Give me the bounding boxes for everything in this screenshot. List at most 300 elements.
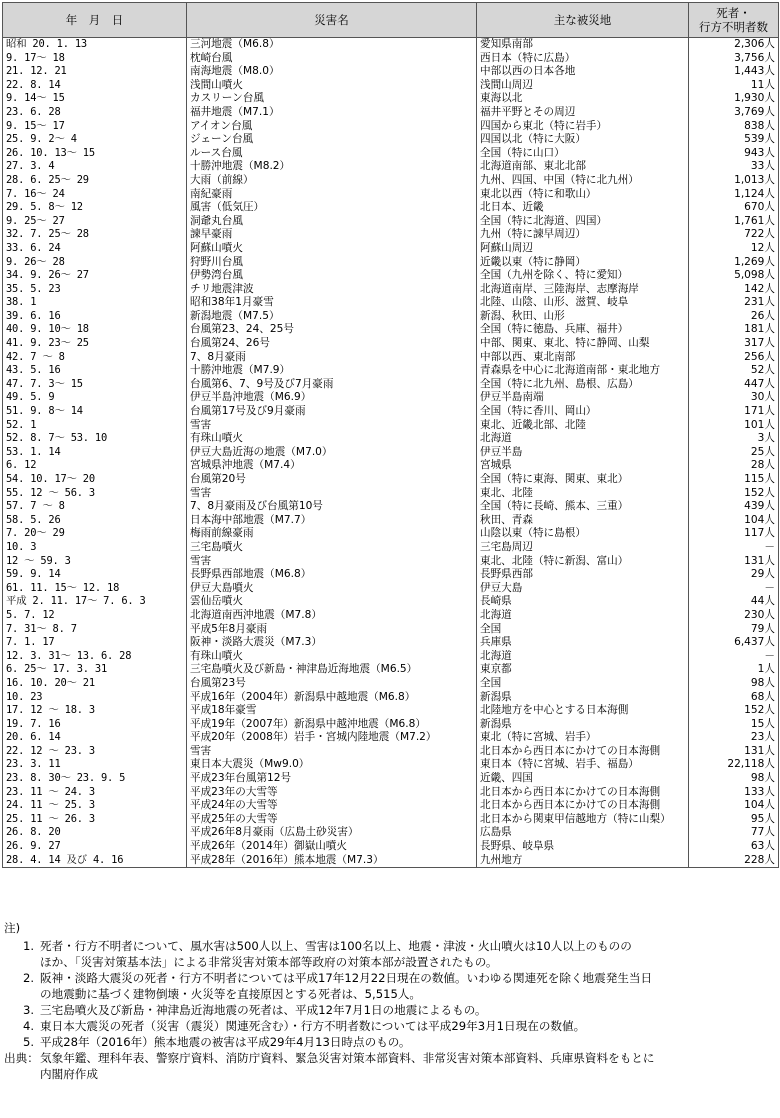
cell-casualties: 6,437人 (689, 636, 779, 650)
cell-disaster-name: 台風第17号及び9月豪雨 (187, 405, 477, 419)
cell-disaster-name: 雪害 (187, 555, 477, 569)
cell-disaster-name: 諫早豪雨 (187, 228, 477, 242)
source-label: 出典： (4, 1051, 39, 1065)
cell-date: 平成 2. 11. 17～ 7. 6. 3 (3, 595, 187, 609)
cell-disaster-name: 阪神・淡路大震災（M7.3） (187, 636, 477, 650)
table-row (3, 677, 779, 691)
cell-date: 57. 7 ～ 8 (3, 500, 187, 514)
note-number: 1. (22, 939, 34, 953)
cell-disaster-name: 伊豆半島沖地震（M6.9） (187, 391, 477, 405)
cell-affected-area: 宮城県 (477, 459, 689, 473)
table-row (3, 242, 779, 256)
cell-disaster-name: 新潟地震（M7.5） (187, 310, 477, 324)
cell-casualties: 33人 (689, 160, 779, 174)
cell-casualties: 131人 (689, 555, 779, 569)
cell-casualties: 101人 (689, 419, 779, 433)
cell-casualties: 44人 (689, 595, 779, 609)
cell-disaster-name: アイオン台風 (187, 120, 477, 134)
cell-affected-area: 青森県を中心に北海道南部・東北地方 (477, 364, 689, 378)
cell-date: 28. 6. 25～ 29 (3, 174, 187, 188)
table-row (3, 133, 779, 147)
table-row (3, 160, 779, 174)
table-row (3, 758, 779, 772)
cell-date: 32. 7. 25～ 28 (3, 228, 187, 242)
cell-disaster-name: 風害（低気圧） (187, 201, 477, 215)
cell-casualties: 231人 (689, 296, 779, 310)
cell-disaster-name: 台風第6、7、9号及び7月豪雨 (187, 378, 477, 392)
table-row (3, 432, 779, 446)
table-row (3, 120, 779, 134)
cell-date: 26. 9. 27 (3, 840, 187, 854)
cell-casualties: 1,761人 (689, 215, 779, 229)
cell-casualties: 1,443人 (689, 65, 779, 79)
cell-affected-area: 阿蘇山周辺 (477, 242, 689, 256)
cell-date: 20. 6. 14 (3, 731, 187, 745)
cell-disaster-name: 平成20年（2008年）岩手・宮城内陸地震（M7.2） (187, 731, 477, 745)
cell-casualties: 30人 (689, 391, 779, 405)
cell-affected-area: 長野県、岐阜県 (477, 840, 689, 854)
cell-casualties: 2,306人 (689, 38, 779, 52)
cell-disaster-name: 平成19年（2007年）新潟県中越沖地震（M6.8） (187, 718, 477, 732)
note-item (4, 970, 776, 1002)
cell-casualties: 722人 (689, 228, 779, 242)
table-row (3, 310, 779, 324)
cell-disaster-name: 7、8月豪雨 (187, 351, 477, 365)
table-row (3, 772, 779, 786)
cell-affected-area: 長野県西部 (477, 568, 689, 582)
cell-casualties: 228人 (689, 854, 779, 868)
cell-disaster-name: 平成25年の大雪等 (187, 813, 477, 827)
cell-casualties: 63人 (689, 840, 779, 854)
cell-affected-area: 近畿以東（特に静岡） (477, 256, 689, 270)
cell-disaster-name: 宮城県沖地震（M7.4） (187, 459, 477, 473)
table-row (3, 296, 779, 310)
cell-casualties: 1,269人 (689, 256, 779, 270)
table-row (3, 650, 779, 664)
table-row (3, 799, 779, 813)
cell-affected-area: 北日本から西日本にかけての日本海側 (477, 745, 689, 759)
note-number: 2. (22, 971, 34, 985)
table-row (3, 446, 779, 460)
table-row (3, 704, 779, 718)
cell-disaster-name: 雪害 (187, 419, 477, 433)
table-row (3, 718, 779, 732)
header-row (3, 3, 779, 38)
cell-casualties: 23人 (689, 731, 779, 745)
cell-affected-area: 伊豆大島 (477, 582, 689, 596)
cell-casualties: 152人 (689, 704, 779, 718)
table-row (3, 826, 779, 840)
header-disaster-name: 災害名 (187, 3, 477, 38)
cell-affected-area: 東日本（特に宮城、岩手、福島） (477, 758, 689, 772)
cell-casualties: － (689, 582, 779, 596)
cell-date: 10. 23 (3, 691, 187, 705)
cell-date: 9. 17～ 18 (3, 52, 187, 66)
cell-disaster-name: ジェーン台風 (187, 133, 477, 147)
cell-date: 58. 5. 26 (3, 514, 187, 528)
cell-disaster-name: 台風第23号 (187, 677, 477, 691)
cell-affected-area: 中部、関東、東北、特に静岡、山梨 (477, 337, 689, 351)
note-text: 平成28年（2016年）熊本地震の被害は平成29年4月13日時点のもの。 (40, 1035, 411, 1049)
cell-casualties: 29人 (689, 568, 779, 582)
cell-date: 22. 12 ～ 23. 3 (3, 745, 187, 759)
cell-affected-area: 伊豆半島 (477, 446, 689, 460)
cell-date: 34. 9. 26～ 27 (3, 269, 187, 283)
cell-casualties: 3,769人 (689, 106, 779, 120)
cell-disaster-name: 浅間山噴火 (187, 79, 477, 93)
cell-casualties: 943人 (689, 147, 779, 161)
cell-casualties: 3人 (689, 432, 779, 446)
table-row (3, 541, 779, 555)
cell-disaster-name: 三河地震（M6.8） (187, 38, 477, 52)
cell-disaster-name: 平成18年豪雪 (187, 704, 477, 718)
table-row (3, 636, 779, 650)
cell-affected-area: 全国（特に東海、関東、東北） (477, 473, 689, 487)
cell-affected-area: 北海道南部、東北北部 (477, 160, 689, 174)
cell-disaster-name: 南紀豪雨 (187, 188, 477, 202)
cell-casualties: 447人 (689, 378, 779, 392)
cell-affected-area: 新潟、秋田、山形 (477, 310, 689, 324)
cell-affected-area: 山陰以東（特に島根） (477, 527, 689, 541)
cell-disaster-name: 有珠山噴火 (187, 650, 477, 664)
cell-affected-area: 北日本から西日本にかけての日本海側 (477, 786, 689, 800)
table-row (3, 500, 779, 514)
cell-affected-area: 西日本（特に広島） (477, 52, 689, 66)
cell-casualties: 52人 (689, 364, 779, 378)
cell-date: 23. 8. 30～ 23. 9. 5 (3, 772, 187, 786)
cell-casualties: 79人 (689, 623, 779, 637)
cell-disaster-name: 東日本大震災（Mw9.0） (187, 758, 477, 772)
cell-affected-area: 東北、北陸（特に新潟、富山） (477, 555, 689, 569)
table-row (3, 337, 779, 351)
table-row (3, 514, 779, 528)
cell-date: 42. 7 ～ 8 (3, 351, 187, 365)
cell-date: 59. 9. 14 (3, 568, 187, 582)
cell-affected-area: 新潟県 (477, 691, 689, 705)
cell-casualties: 230人 (689, 609, 779, 623)
cell-casualties: － (689, 541, 779, 555)
cell-date: 19. 7. 16 (3, 718, 187, 732)
cell-disaster-name: 雲仙岳噴火 (187, 595, 477, 609)
cell-date: 6. 25～ 17. 3. 31 (3, 663, 187, 677)
table-row (3, 65, 779, 79)
table-row (3, 269, 779, 283)
cell-date: 38. 1 (3, 296, 187, 310)
table-row (3, 473, 779, 487)
notes-section (4, 920, 776, 1082)
cell-affected-area: 東北、近畿北部、北陸 (477, 419, 689, 433)
cell-casualties: 142人 (689, 283, 779, 297)
cell-disaster-name: 伊勢湾台風 (187, 269, 477, 283)
table-row (3, 283, 779, 297)
note-item (4, 1034, 776, 1050)
cell-date: 昭和 20. 1. 13 (3, 38, 187, 52)
cell-disaster-name: 平成16年（2004年）新潟県中越地震（M6.8） (187, 691, 477, 705)
table-row (3, 854, 779, 868)
cell-date: 47. 7. 3～ 15 (3, 378, 187, 392)
cell-disaster-name: 平成24年の大雪等 (187, 799, 477, 813)
cell-date: 9. 14～ 15 (3, 92, 187, 106)
cell-casualties: 77人 (689, 826, 779, 840)
cell-affected-area: 東北（特に宮城、岩手） (477, 731, 689, 745)
cell-date: 5. 7. 12 (3, 609, 187, 623)
table-row (3, 609, 779, 623)
cell-affected-area: 九州地方 (477, 854, 689, 868)
cell-date: 7. 1. 17 (3, 636, 187, 650)
cell-disaster-name: 福井地震（M7.1） (187, 106, 477, 120)
table-row (3, 663, 779, 677)
cell-casualties: 439人 (689, 500, 779, 514)
table-row (3, 568, 779, 582)
cell-affected-area: 全国（特に北九州、島根、広島） (477, 378, 689, 392)
cell-date: 22. 8. 14 (3, 79, 187, 93)
cell-date: 17. 12 ～ 18. 3 (3, 704, 187, 718)
cell-affected-area: 長崎県 (477, 595, 689, 609)
cell-date: 12. 3. 31～ 13. 6. 28 (3, 650, 187, 664)
cell-affected-area: 東京都 (477, 663, 689, 677)
cell-casualties: 181人 (689, 323, 779, 337)
cell-date: 61. 11. 15～ 12. 18 (3, 582, 187, 596)
cell-date: 53. 1. 14 (3, 446, 187, 460)
table-row (3, 79, 779, 93)
table-row (3, 147, 779, 161)
cell-date: 26. 10. 13～ 15 (3, 147, 187, 161)
cell-affected-area: 北陸、山陰、山形、滋賀、岐阜 (477, 296, 689, 310)
cell-casualties: 26人 (689, 310, 779, 324)
cell-disaster-name: 日本海中部地震（M7.7） (187, 514, 477, 528)
cell-date: 49. 5. 9 (3, 391, 187, 405)
cell-date: 52. 1 (3, 419, 187, 433)
cell-casualties: 98人 (689, 772, 779, 786)
cell-affected-area: 北海道 (477, 609, 689, 623)
cell-date: 9. 15～ 17 (3, 120, 187, 134)
cell-disaster-name: 枕崎台風 (187, 52, 477, 66)
cell-affected-area: 福井平野とその周辺 (477, 106, 689, 120)
cell-casualties: 1,930人 (689, 92, 779, 106)
cell-date: 7. 20～ 29 (3, 527, 187, 541)
cell-affected-area: 伊豆半島南端 (477, 391, 689, 405)
cell-affected-area: 全国（九州を除く、特に愛知） (477, 269, 689, 283)
table-row (3, 364, 779, 378)
cell-affected-area: 全国（特に香川、岡山） (477, 405, 689, 419)
disaster-table (2, 2, 779, 868)
cell-date: 29. 5. 8～ 12 (3, 201, 187, 215)
cell-affected-area: 東北、北陸 (477, 487, 689, 501)
cell-casualties: 95人 (689, 813, 779, 827)
cell-disaster-name: 阿蘇山噴火 (187, 242, 477, 256)
table-row (3, 459, 779, 473)
cell-casualties: 670人 (689, 201, 779, 215)
cell-casualties: 98人 (689, 677, 779, 691)
cell-affected-area: 四国以北（特に大阪） (477, 133, 689, 147)
cell-casualties: 28人 (689, 459, 779, 473)
cell-casualties: 131人 (689, 745, 779, 759)
cell-date: 10. 3 (3, 541, 187, 555)
cell-date: 39. 6. 16 (3, 310, 187, 324)
cell-casualties: 115人 (689, 473, 779, 487)
cell-disaster-name: 長野県西部地震（M6.8） (187, 568, 477, 582)
header-casualties: 死者・ 行方不明者数 (689, 3, 779, 38)
cell-disaster-name: 7、8月豪雨及び台風第10号 (187, 500, 477, 514)
cell-disaster-name: 三宅島噴火 (187, 541, 477, 555)
table-row (3, 419, 779, 433)
cell-disaster-name: 平成23年台風第12号 (187, 772, 477, 786)
cell-date: 12 ～ 59. 3 (3, 555, 187, 569)
cell-disaster-name: 平成23年の大雪等 (187, 786, 477, 800)
cell-affected-area: 北日本から西日本にかけての日本海側 (477, 799, 689, 813)
table-row (3, 731, 779, 745)
table-row (3, 840, 779, 854)
note-text: 三宅島噴火及び新島・神津島近海地震の死者は、平成12年7月1日の地震によるもの。 (40, 1003, 487, 1017)
cell-affected-area: 全国（特に長崎、熊本、三重） (477, 500, 689, 514)
table-row (3, 215, 779, 229)
cell-disaster-name: 雪害 (187, 745, 477, 759)
cell-affected-area: 北陸地方を中心とする日本海側 (477, 704, 689, 718)
cell-affected-area: 近畿、四国 (477, 772, 689, 786)
header-date: 年 月 日 (3, 3, 187, 38)
cell-date: 43. 5. 16 (3, 364, 187, 378)
cell-disaster-name: 台風第24、26号 (187, 337, 477, 351)
cell-disaster-name: 狩野川台風 (187, 256, 477, 270)
cell-date: 23. 11 ～ 24. 3 (3, 786, 187, 800)
cell-disaster-name: 有珠山噴火 (187, 432, 477, 446)
cell-affected-area: 北海道 (477, 650, 689, 664)
cell-affected-area: 九州（特に諫早周辺） (477, 228, 689, 242)
cell-date: 16. 10. 20～ 21 (3, 677, 187, 691)
cell-date: 51. 9. 8～ 14 (3, 405, 187, 419)
cell-date: 25. 9. 2～ 4 (3, 133, 187, 147)
cell-disaster-name: 梅雨前線豪雨 (187, 527, 477, 541)
cell-date: 9. 26～ 28 (3, 256, 187, 270)
cell-date: 33. 6. 24 (3, 242, 187, 256)
cell-affected-area: 北海道南岸、三陸海岸、志摩海岸 (477, 283, 689, 297)
cell-casualties: 104人 (689, 514, 779, 528)
notes-heading: 注) (4, 921, 21, 935)
cell-affected-area: 東北以西（特に和歌山） (477, 188, 689, 202)
cell-date: 7. 31～ 8. 7 (3, 623, 187, 637)
cell-affected-area: 全国（特に徳島、兵庫、福井） (477, 323, 689, 337)
cell-affected-area: 九州、四国、中国（特に北九州） (477, 174, 689, 188)
cell-affected-area: 浅間山周辺 (477, 79, 689, 93)
cell-casualties: 5,098人 (689, 269, 779, 283)
cell-date: 24. 11 ～ 25. 3 (3, 799, 187, 813)
table-row (3, 323, 779, 337)
cell-date: 40. 9. 10～ 18 (3, 323, 187, 337)
cell-affected-area: 中部以西、東北南部 (477, 351, 689, 365)
cell-date: 25. 11 ～ 26. 3 (3, 813, 187, 827)
cell-disaster-name: 台風第23、24、25号 (187, 323, 477, 337)
table-row (3, 38, 779, 52)
table-row (3, 527, 779, 541)
cell-affected-area: 秋田、青森 (477, 514, 689, 528)
table-row (3, 228, 779, 242)
cell-casualties: 22,118人 (689, 758, 779, 772)
table-body (3, 38, 779, 868)
cell-disaster-name: 三宅島噴火及び新島・神津島近海地震（M6.5） (187, 663, 477, 677)
cell-affected-area: 北海道 (477, 432, 689, 446)
note-number: 4. (22, 1019, 34, 1033)
note-item (4, 938, 776, 970)
notes-list (4, 938, 776, 1050)
cell-disaster-name: 雪害 (187, 487, 477, 501)
cell-affected-area: 北日本、近畿 (477, 201, 689, 215)
cell-disaster-name: 南海地震（M8.0） (187, 65, 477, 79)
cell-disaster-name: 平成26年（2014年）御嶽山噴火 (187, 840, 477, 854)
note-text: 死者・行方不明者について、風水害は500人以上、雪害は100名以上、地震・津波・火山噴火は10人以上のものの ほか、「災害対策基本法」による非常災害対策本部等政府の対策本部が設置されたもの。 (40, 939, 632, 969)
cell-affected-area: 全国（特に山口） (477, 147, 689, 161)
table-row (3, 691, 779, 705)
cell-affected-area: 愛知県南部 (477, 38, 689, 52)
cell-disaster-name: 台風第20号 (187, 473, 477, 487)
cell-disaster-name: 平成5年8月豪雨 (187, 623, 477, 637)
table-row (3, 813, 779, 827)
note-item (4, 1002, 776, 1018)
note-number: 5. (22, 1035, 34, 1049)
cell-date: 23. 3. 11 (3, 758, 187, 772)
cell-affected-area: 新潟県 (477, 718, 689, 732)
table-row (3, 786, 779, 800)
cell-casualties: 11人 (689, 79, 779, 93)
header-affected-area: 主な被災地 (477, 3, 689, 38)
source-line (4, 1050, 776, 1082)
cell-disaster-name: 十勝沖地震（M7.9） (187, 364, 477, 378)
table-row (3, 555, 779, 569)
table-row (3, 52, 779, 66)
cell-date: 52. 8. 7～ 53. 10 (3, 432, 187, 446)
cell-disaster-name: ルース台風 (187, 147, 477, 161)
cell-disaster-name: 昭和38年1月豪雪 (187, 296, 477, 310)
cell-affected-area: 三宅島周辺 (477, 541, 689, 555)
table-row (3, 92, 779, 106)
cell-casualties: 25人 (689, 446, 779, 460)
cell-date: 41. 9. 23～ 25 (3, 337, 187, 351)
table-row (3, 595, 779, 609)
cell-date: 54. 10. 17～ 20 (3, 473, 187, 487)
cell-disaster-name: 伊豆大島噴火 (187, 582, 477, 596)
table-row (3, 188, 779, 202)
table-row (3, 201, 779, 215)
cell-disaster-name: 十勝沖地震（M8.2） (187, 160, 477, 174)
cell-disaster-name: 北海道南西沖地震（M7.8） (187, 609, 477, 623)
cell-date: 7. 16～ 24 (3, 188, 187, 202)
table-row (3, 351, 779, 365)
cell-date: 26. 8. 20 (3, 826, 187, 840)
cell-casualties: 15人 (689, 718, 779, 732)
cell-disaster-name: チリ地震津波 (187, 283, 477, 297)
cell-casualties: 3,756人 (689, 52, 779, 66)
cell-disaster-name: 平成26年8月豪雨（広島土砂災害） (187, 826, 477, 840)
cell-affected-area: 全国 (477, 623, 689, 637)
table-row (3, 378, 779, 392)
cell-casualties: 1,124人 (689, 188, 779, 202)
cell-disaster-name: 伊豆大島近海の地震（M7.0） (187, 446, 477, 460)
cell-casualties: 838人 (689, 120, 779, 134)
table-row (3, 174, 779, 188)
cell-affected-area: 北日本から関東甲信越地方（特に山梨） (477, 813, 689, 827)
cell-date: 6. 12 (3, 459, 187, 473)
table-row (3, 256, 779, 270)
cell-disaster-name: 洞爺丸台風 (187, 215, 477, 229)
source-text: 気象年鑑、理科年表、警察庁資料、消防庁資料、緊急災害対策本部資料、非常災害対策本部資料、兵庫県資料をもとに 内閣府作成 (40, 1051, 655, 1081)
cell-disaster-name: カスリーン台風 (187, 92, 477, 106)
cell-casualties: 317人 (689, 337, 779, 351)
cell-casualties: 12人 (689, 242, 779, 256)
table-row (3, 487, 779, 501)
table-row (3, 745, 779, 759)
cell-casualties: 117人 (689, 527, 779, 541)
table-row (3, 623, 779, 637)
cell-casualties: 171人 (689, 405, 779, 419)
